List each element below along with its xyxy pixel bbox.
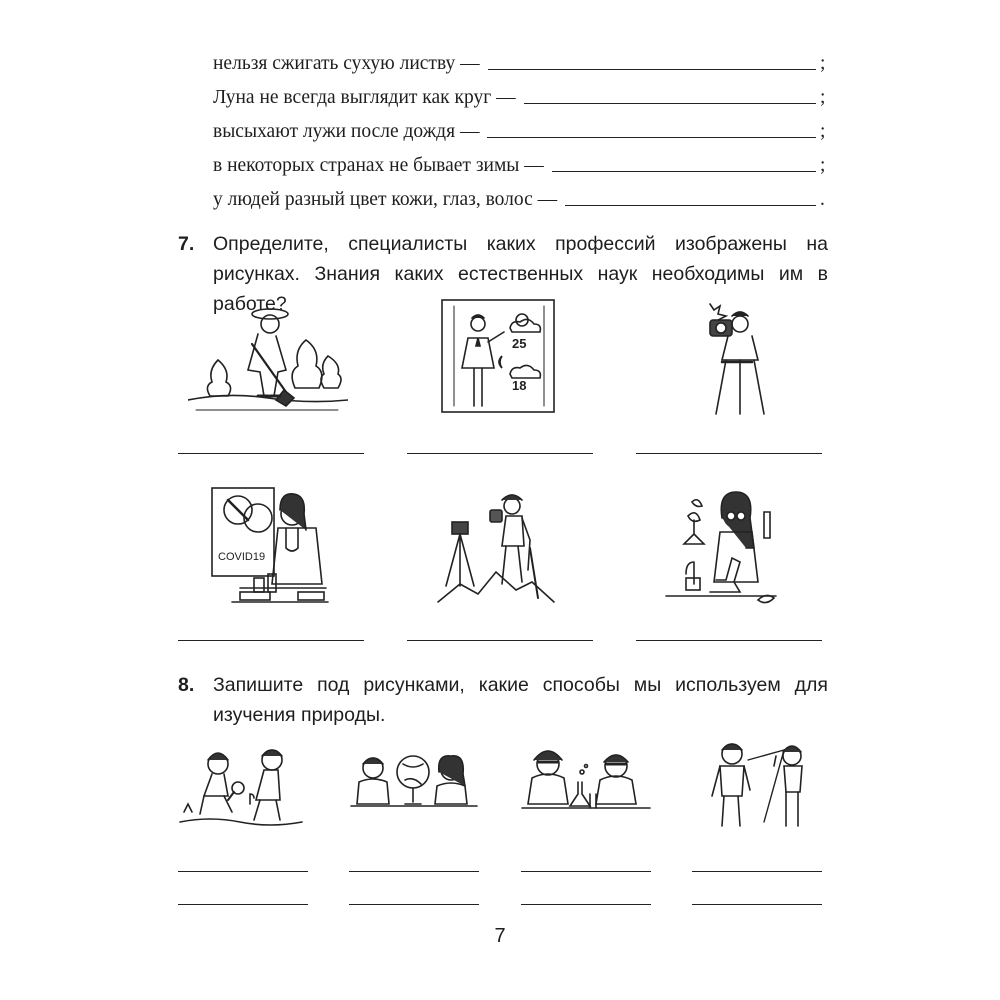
- answer-line[interactable]: [178, 904, 308, 905]
- geologist-illustration: [436, 488, 556, 606]
- answer-line[interactable]: [692, 904, 822, 905]
- photographer-illustration: [688, 298, 768, 416]
- answer-blank[interactable]: [524, 102, 816, 104]
- doctor-illustration: [210, 484, 330, 608]
- answer-line[interactable]: [521, 904, 651, 905]
- biologist-illustration: [664, 488, 782, 606]
- fill-line-text: Луна не всегда выглядит как круг —: [213, 87, 516, 108]
- gardener-illustration: [188, 300, 348, 415]
- fill-line-end: ;: [820, 87, 826, 108]
- answer-line[interactable]: [636, 640, 822, 641]
- task-text: Запишите под рисунками, какие способы мы используем для изучения природы.: [213, 674, 828, 726]
- fill-line-text: у людей разный цвет кожи, глаз, волос —: [213, 189, 558, 210]
- fill-line-end: .: [820, 189, 825, 210]
- task-number: 8.: [178, 674, 195, 696]
- answer-line[interactable]: [178, 640, 364, 641]
- answer-line[interactable]: [407, 640, 593, 641]
- task-text: Определите, специалисты каких профессий изображены на рисунках. Знания каких естественных наук необходимы им в работе?: [213, 233, 828, 315]
- fill-line-end: ;: [820, 53, 826, 74]
- answer-line[interactable]: [178, 453, 364, 454]
- fill-line-end: ;: [820, 121, 826, 142]
- answer-line[interactable]: [407, 453, 593, 454]
- answer-line[interactable]: [692, 871, 822, 872]
- answer-blank[interactable]: [488, 68, 816, 70]
- measurement-illustration: [704, 736, 814, 830]
- fill-line-4: [213, 147, 828, 177]
- answer-line[interactable]: [178, 871, 308, 872]
- fill-line-end: ;: [820, 155, 826, 176]
- fill-line-5: [213, 181, 828, 211]
- fill-line-1: [213, 45, 828, 75]
- answer-line[interactable]: [521, 871, 651, 872]
- experiment-illustration: [520, 742, 652, 828]
- fill-line-2: [213, 79, 828, 109]
- fill-line-text: в некоторых странах не бывает зимы —: [213, 155, 544, 176]
- answer-line[interactable]: [349, 871, 479, 872]
- answer-blank[interactable]: [487, 136, 816, 138]
- answer-blank[interactable]: [565, 204, 816, 206]
- forecast-low-temp: 18: [512, 378, 527, 393]
- answer-blank[interactable]: [552, 170, 816, 172]
- globe-study-illustration: [349, 742, 479, 828]
- fill-line-3: [213, 113, 828, 143]
- page-number: 7: [494, 925, 506, 947]
- fill-line-text: высыхают лужи после дождя —: [213, 121, 480, 142]
- poster-label: COVID19: [218, 551, 266, 563]
- answer-line[interactable]: [636, 453, 822, 454]
- answer-line[interactable]: [349, 904, 479, 905]
- fill-line-text: нельзя сжигать сухую листву —: [213, 53, 480, 74]
- task-number: 7.: [178, 233, 195, 255]
- observation-illustration: [176, 742, 306, 828]
- weather-forecaster-illustration: [440, 298, 556, 416]
- forecast-high-temp: 25: [512, 336, 527, 351]
- task-8: [178, 670, 828, 730]
